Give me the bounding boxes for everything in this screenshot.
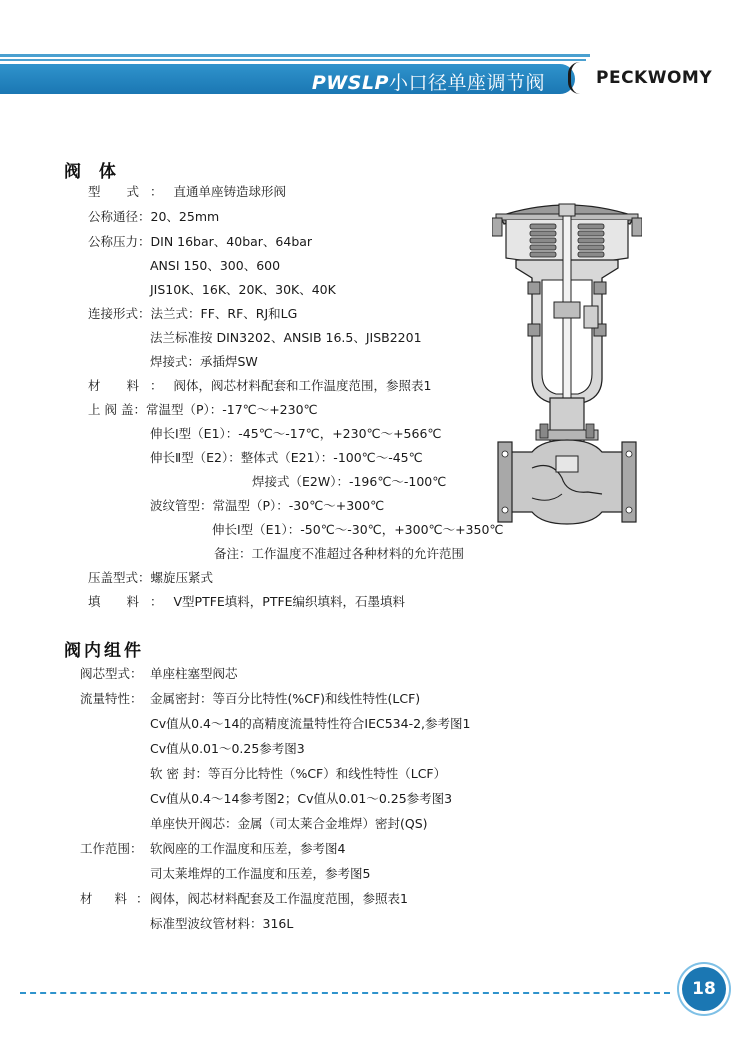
spec-label: 公称压力： [88, 234, 151, 249]
footer-dashed-line [20, 992, 670, 994]
spec-label: 连接形式： [88, 306, 151, 321]
spec-value: DIN 16bar、40bar、64bar [150, 234, 313, 249]
trim-material [80, 889, 408, 907]
spec-value: 单座柱塞型阀芯 [150, 666, 238, 681]
spec-pn-ansi: ANSI 150、300、600 [150, 258, 281, 273]
spec-value: 常温型（P）：-17℃～+230℃ [145, 402, 318, 417]
spec-bonnet-bellows-e1: 伸长Ⅰ型（E1）：-50℃～-30℃，+300℃～+350℃ [212, 522, 504, 537]
spec-label: 流量特性： [80, 691, 143, 706]
page-title-name: 小口径单座调节阀 [388, 72, 545, 94]
header-bracket [568, 62, 583, 94]
spec-bonnet [88, 400, 318, 418]
spec-label: 阀芯型式： [80, 666, 143, 681]
page-number: 18 [682, 967, 726, 1011]
trim-flow-cv-high: Cv值从0.4～14的高精度流量特性符合IEC534-2,参考图1 [150, 716, 471, 731]
trim-range-stellite: 司太莱堆焊的工作温度和压差，参考图5 [150, 866, 371, 881]
brand-logo: PECKWOMY [596, 68, 713, 88]
spec-pn-jis: JIS10K、16K、20K、30K、40K [150, 282, 336, 297]
trim-flow-soft: 软 密 封：等百分比特性（%CF）和线性特性（LCF） [150, 766, 447, 781]
spec-type [88, 182, 286, 200]
trim-flow-soft-cv: Cv值从0.4～14参考图2；Cv值从0.01～0.25参考图3 [150, 791, 453, 806]
spec-bonnet-bellows: 波纹管型：常温型（P）：-30℃～+300℃ [150, 498, 385, 513]
spec-value: 阀体，阀芯材料配套和工作温度范围，参照表1 [173, 378, 432, 393]
spec-value: 金属密封：等百分比特性(%CF)和线性特性(LCF) [150, 691, 421, 706]
page-title-model: PWSLP [311, 72, 389, 94]
section-title-trim: 阀内组件 [64, 641, 144, 661]
spec-gland [88, 568, 213, 586]
spec-value: V型PTFE填料，PTFE编织填料，石墨填料 [173, 594, 406, 609]
spec-label: 上 阀 盖： [88, 402, 146, 417]
section-title-body: 阀 体 [64, 162, 122, 182]
trim-flow-cv-low: Cv值从0.01～0.25参考图3 [150, 741, 305, 756]
spec-value: 螺旋压紧式 [150, 570, 214, 585]
spec-value: 20、25mm [150, 209, 220, 224]
spec-label: 型 式： [88, 184, 174, 199]
page-title [312, 68, 545, 95]
spec-label: 公称通径： [88, 209, 151, 224]
trim-range [80, 839, 345, 857]
spec-label: 压盖型式： [88, 570, 151, 585]
spec-bonnet-e2: 伸长Ⅱ型（E2）：整体式（E21）：-100℃～-45℃ [150, 450, 423, 465]
spec-connection-weld: 焊接式：承插焊SW [150, 354, 258, 369]
spec-pn [88, 232, 312, 250]
spec-bonnet-e1: 伸长Ⅰ型（E1）：-45℃～-17℃，+230℃～+566℃ [150, 426, 442, 441]
spec-label: 材 料： [80, 891, 158, 906]
spec-value: 阀体，阀芯材料配套及工作温度范围，参照表1 [150, 891, 408, 906]
spec-dn [88, 207, 219, 225]
trim-plug [80, 664, 238, 682]
spec-label: 填 料： [88, 594, 174, 609]
spec-packing [88, 592, 405, 610]
valve-illustration [492, 198, 642, 528]
spec-value: 直通单座铸造球形阀 [173, 184, 286, 199]
spec-bonnet-note: 备注：工作温度不准超过各种材料的允许范围 [214, 546, 465, 561]
spec-value: 软阀座的工作温度和压差，参考图4 [150, 841, 346, 856]
spec-material [88, 376, 431, 394]
spec-connection-standard: 法兰标准按 DIN3202、ANSIB 16.5、JISB2201 [150, 330, 422, 345]
spec-label: 工作范围： [80, 841, 143, 856]
spec-label: 材 料： [88, 378, 174, 393]
trim-flow-quick-open: 单座快开阀芯：金属（司太莱合金堆焊）密封(QS) [150, 816, 428, 831]
spec-connection [88, 304, 297, 322]
header-title-bar [0, 64, 575, 94]
trim-material-bellows: 标准型波纹管材料：316L [150, 916, 294, 931]
spec-bonnet-e2w: 焊接式（E2W）：-196℃～-100℃ [252, 474, 447, 489]
spec-value: 法兰式：FF、RF、RJ和LG [150, 306, 298, 321]
trim-flow [80, 689, 420, 707]
